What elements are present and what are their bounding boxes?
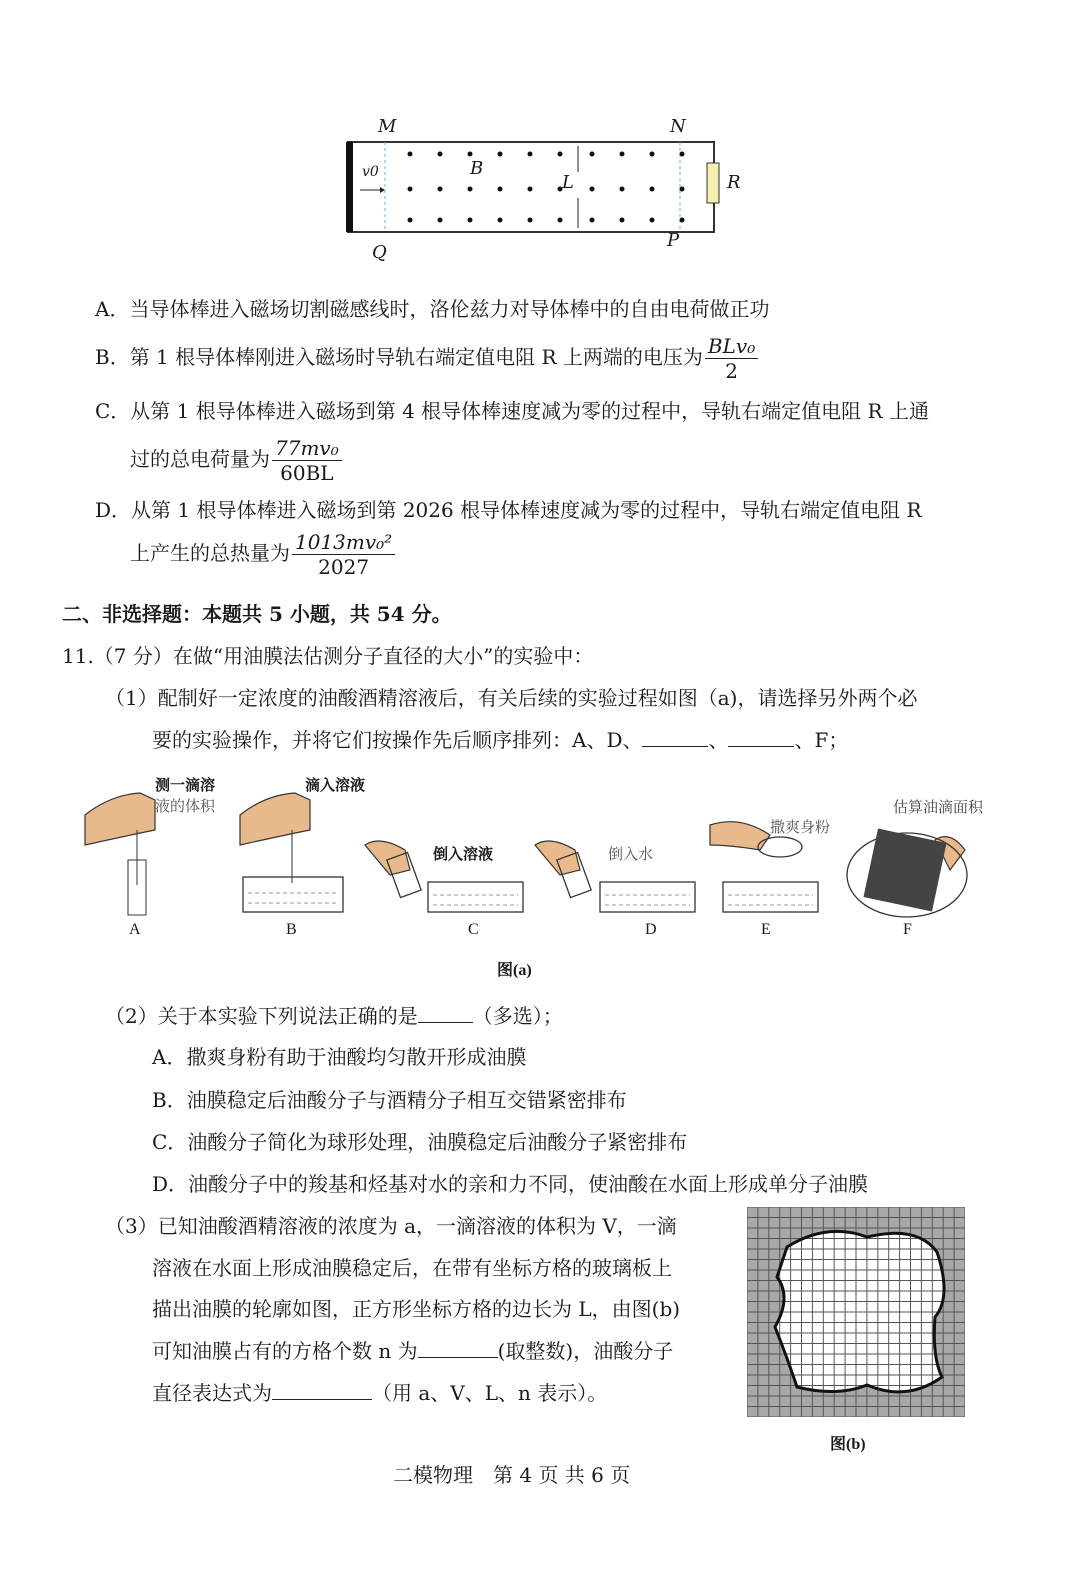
step-D-label: 倒入水 [608, 845, 654, 863]
numerator: 1013mv₀² [292, 530, 395, 555]
figure-b-caption: 图(b) [830, 1436, 866, 1453]
field-dot [438, 218, 443, 223]
fraction-B [705, 334, 758, 383]
q11-stem: 11.（7 分）在做“用油膜法估测分子直径的大小”的实验中： [62, 644, 594, 668]
field-dot [650, 218, 655, 223]
step-C-label: 倒入溶液 [433, 845, 494, 863]
q11-part3-line3: 描出油膜的轮廓如图，正方形坐标方格的边长为 L，由图(b) [152, 1297, 681, 1321]
field-dot [620, 152, 625, 157]
q11-part2 [105, 1003, 563, 1029]
option-D-line1: D．从第 1 根导体棒进入磁场到第 2026 根导体棒速度减为零的过程中，导轨右端定值电阻 R [95, 498, 922, 522]
label-P: P [667, 230, 680, 251]
option-D-text: 上产生的总热量为 [130, 541, 290, 565]
step-B-letter: B [286, 921, 297, 938]
numerator: 77mv₀ [272, 436, 342, 461]
option-A: A．当导体棒进入磁场切割磁感线时，洛伦兹力对导体棒中的自由电荷做正功 [95, 297, 770, 321]
label-M: M [378, 116, 397, 137]
page-footer: 二模物理 第 4 页 共 6 页 [393, 1463, 631, 1487]
figure-b-oil-film-grid [747, 1207, 965, 1417]
field-dot [680, 218, 685, 223]
part2-option-D: D．油酸分子中的羧基和烃基对水的亲和力不同，使油酸在水面上形成单分子油膜 [152, 1172, 869, 1196]
answer-blank-2[interactable] [728, 728, 794, 747]
option-C-text: 过的总电荷量为 [130, 447, 270, 471]
answer-blank-5[interactable] [272, 1381, 372, 1400]
field-dot [528, 218, 533, 223]
step-A-label2: 液的体积 [155, 797, 216, 815]
text: 要的实验操作，并将它们按操作先后顺序排列：A、D、 [152, 728, 643, 752]
field-dot [590, 152, 595, 157]
text: 、 [708, 728, 729, 752]
section-heading: 二、非选择题：本题共 5 小题，共 54 分。 [62, 602, 452, 626]
field-dot [558, 152, 563, 157]
field-dot [620, 218, 625, 223]
step-F-letter: F [903, 921, 912, 938]
denominator: 2 [725, 359, 738, 383]
step-A-letter: A [129, 921, 141, 938]
fraction-C [272, 436, 342, 485]
answer-blank-1[interactable] [642, 728, 708, 747]
q11-part3-line5 [152, 1380, 607, 1406]
text: （用 a、V、L、n 表示）。 [372, 1381, 608, 1405]
field-dot [468, 187, 473, 192]
answer-blank-3[interactable] [418, 1004, 473, 1023]
field-dot [680, 187, 685, 192]
step-B-label: 滴入溶液 [305, 776, 366, 794]
q11-part1-line1: （1）配制好一定浓度的油酸酒精溶液后，有关后续的实验过程如图（a)，请选择另外两个必 [105, 686, 918, 710]
q11-part3-line2: 溶液在水面上形成油膜稳定后，在带有坐标方格的玻璃板上 [152, 1256, 672, 1280]
step-A-label: 测一滴溶 [155, 776, 216, 794]
text: （2）关于本实验下列说法正确的是 [105, 1004, 418, 1028]
label-B: B [470, 158, 484, 179]
magnetic-field-dots [408, 152, 685, 223]
label-Q: Q [372, 242, 387, 263]
part2-option-A: A．撒爽身粉有助于油酸均匀散开形成油膜 [152, 1045, 527, 1069]
text: 可知油膜占有的方格个数 n 为 [152, 1339, 418, 1363]
label-v0: v0 [362, 164, 379, 180]
figure-a-illustration [80, 775, 1000, 920]
denominator: 60BL [280, 461, 334, 485]
step-C-letter: C [468, 921, 479, 938]
field-dot [620, 187, 625, 192]
step-D-letter: D [645, 921, 657, 938]
option-D-line2 [130, 530, 395, 579]
field-dot [468, 218, 473, 223]
text: （多选）； [472, 1004, 563, 1028]
text: 直径表达式为 [152, 1381, 272, 1405]
label-L: L [562, 172, 574, 193]
option-B-text: B．第 1 根导体棒刚进入磁场时导轨右端定值电阻 R 上两端的电压为 [95, 345, 703, 369]
field-dot [408, 187, 413, 192]
numerator: BLv₀ [705, 334, 758, 359]
field-dot [498, 218, 503, 223]
step-E-letter: E [761, 921, 771, 938]
field-dot [558, 218, 563, 223]
field-dot [650, 152, 655, 157]
part2-option-B: B．油膜稳定后油酸分子与酒精分子相互交错紧密排布 [152, 1088, 627, 1112]
field-dot [590, 218, 595, 223]
field-dot [438, 152, 443, 157]
field-dot [498, 187, 503, 192]
field-dot [498, 152, 503, 157]
field-dot [468, 152, 473, 157]
field-dot [408, 218, 413, 223]
field-dot [528, 187, 533, 192]
step-F-label: 估算油滴面积 [893, 798, 984, 816]
step-E-label: 撒爽身粉 [770, 818, 831, 836]
field-dot [650, 187, 655, 192]
part2-option-C: C．油酸分子简化为球形处理，油膜稳定后油酸分子紧密排布 [152, 1130, 688, 1154]
field-dot [408, 152, 413, 157]
field-dot [438, 187, 443, 192]
option-C-line2 [130, 436, 342, 485]
label-N: N [670, 116, 686, 137]
answer-blank-4[interactable] [418, 1339, 498, 1358]
q11-part3-line1: （3）已知油酸酒精溶液的浓度为 a，一滴溶液的体积为 V，一滴 [105, 1214, 677, 1238]
field-dot [528, 152, 533, 157]
fraction-D [292, 530, 395, 579]
label-R: R [727, 172, 741, 193]
text: 、F； [794, 728, 849, 752]
q11-part3-line4 [152, 1338, 673, 1364]
text: (取整数)，油酸分子 [497, 1339, 674, 1363]
denominator: 2027 [318, 555, 370, 579]
q11-part1-line2 [152, 727, 848, 753]
field-dot [680, 152, 685, 157]
field-dot [590, 187, 595, 192]
option-B [95, 334, 758, 383]
option-C-line1: C．从第 1 根导体棒进入磁场到第 4 根导体棒速度减为零的过程中，导轨右端定值电阻 R 上通 [95, 399, 929, 423]
figure-a-caption: 图(a) [497, 962, 532, 979]
